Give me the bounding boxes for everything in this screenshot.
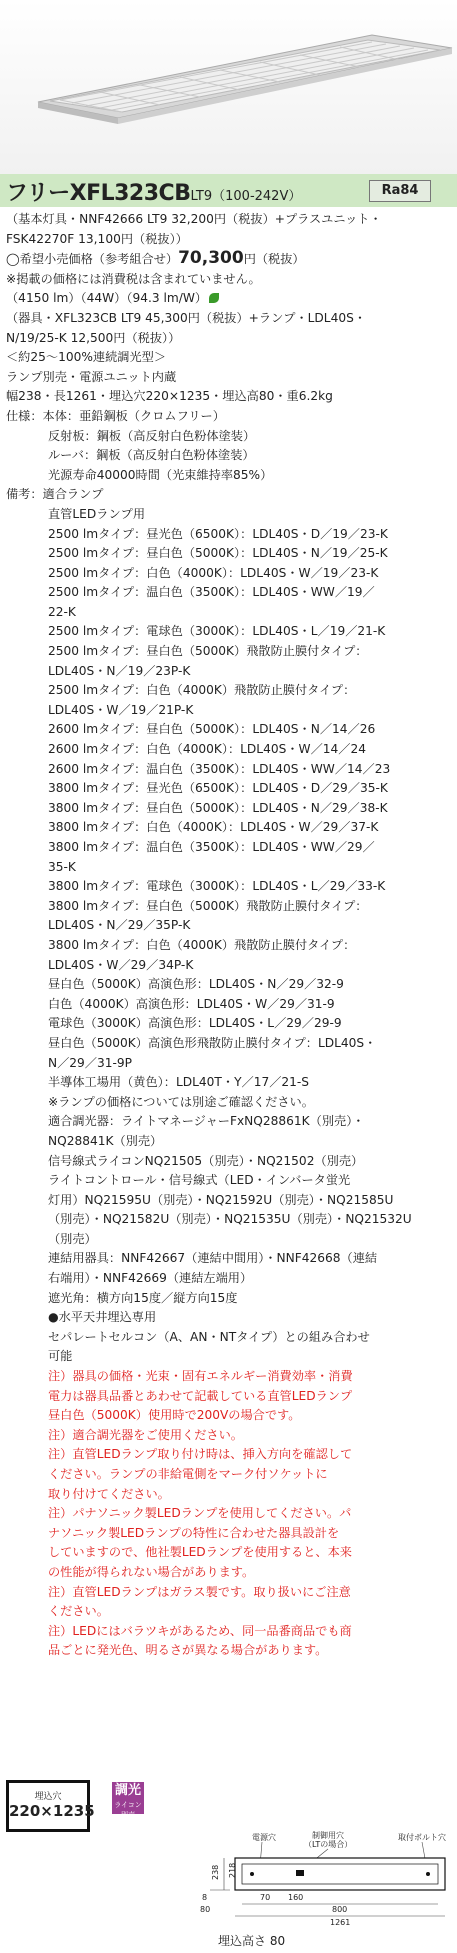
note-line xyxy=(6,1504,454,1524)
spec-line-text: 35-K xyxy=(48,859,76,874)
spec-line xyxy=(6,1014,454,1034)
spec-line xyxy=(6,936,454,956)
spec-line-text: 品ごとに発光色、明るさが異なる場合があります。 xyxy=(48,1643,328,1658)
spec-line-text: 注）LEDにはバラツキがあるため、同一品番商品でも商 xyxy=(48,1623,352,1638)
spec-line xyxy=(6,1073,454,1093)
spec-line-text: 2600 lmタイプ：昼白色（5000K）：LDL40S・N／14／26 xyxy=(48,722,376,737)
spec-line xyxy=(6,642,454,662)
spec-line xyxy=(6,916,454,936)
spec-line xyxy=(6,1289,454,1309)
spec-line-text: 可能 xyxy=(48,1349,73,1364)
spec-line-text: 光源寿命40000時間（光束維持率85%） xyxy=(48,467,273,482)
spec-line-text: ※掲載の価格には消費税は含まれていません。 xyxy=(6,271,261,286)
spec-line xyxy=(6,1112,454,1132)
spec-line xyxy=(6,975,454,995)
spec-line xyxy=(6,329,454,349)
spec-line xyxy=(6,230,454,250)
control-hole-label: 制御用穴 xyxy=(312,1831,344,1840)
spec-line xyxy=(6,877,454,897)
spec-line-text: 半導体工場用（黄色）：LDL40T・Y／17／21-S xyxy=(48,1075,310,1090)
spec-line-text: していますので、他社製LEDランプを使用すると、本来 xyxy=(48,1545,352,1560)
spec-line-text: 3800 lmタイプ：昼光色（6500K）：LDL40S・D／29／35-K xyxy=(48,781,388,796)
spec-line-text: 2500 lmタイプ：昼光色（6500K）：LDL40S・D／19／23-K xyxy=(48,526,388,541)
spec-line-text: ※ランプの価格については別途ご確認ください。 xyxy=(48,1094,314,1109)
spec-line-text: ください。 xyxy=(48,1604,109,1619)
spec-line-text: ナソニック製LEDランプの特性に合わせた器具設計を xyxy=(48,1525,340,1540)
embed-hole-label: 埋込穴 xyxy=(34,1792,62,1802)
dimming-badge xyxy=(112,1782,144,1819)
spec-line xyxy=(6,505,454,525)
spec-line xyxy=(6,210,454,230)
spec-line-text: 注）パナソニック製LEDランプを使用してください。パ xyxy=(48,1506,352,1521)
note-line xyxy=(6,1406,454,1426)
spec-line-text: 昼白色（5000K）高演色形飛散防止膜付タイプ：LDL40S・ xyxy=(48,1035,377,1050)
spec-line xyxy=(6,1093,454,1113)
spec-line xyxy=(6,701,454,721)
spec-line xyxy=(6,407,454,427)
spec-line xyxy=(6,368,454,388)
dim-238: 238 xyxy=(211,1864,220,1880)
spec-line-text: 白色（4000K）高演色形：LDL40S・W／29／31-9 xyxy=(48,996,335,1011)
note-line xyxy=(6,1426,454,1446)
product-photo xyxy=(0,0,457,174)
spec-line xyxy=(6,1191,454,1211)
note-line xyxy=(6,1485,454,1505)
spec-line-text: ●水平天井埋込専用 xyxy=(48,1310,157,1325)
spec-line-text: 注）直管LEDランプ取り付け時は、挿入方向を確認して xyxy=(48,1447,353,1462)
spec-line-text: 2500 lmタイプ：電球色（3000K）：LDL40S・L／19／21-K xyxy=(48,624,386,639)
spec-line-text: ルーバ：鋼板（高反射白色粉体塗装） xyxy=(48,448,255,463)
note-line xyxy=(6,1524,454,1544)
dimming-sub: ライコン別売 xyxy=(114,1801,142,1819)
note-line xyxy=(6,1367,454,1387)
note-line xyxy=(6,1583,454,1603)
spec-line-text: NQ28841K（別売） xyxy=(48,1133,163,1148)
spec-line-text: ランプ別売・電源ユニット内蔵 xyxy=(6,369,177,384)
spec-line-text: 適合調光器：ライトマネージャーFxNQ28861K（別売）・ xyxy=(48,1114,365,1129)
eco-leaf-icon xyxy=(209,293,219,303)
spec-line xyxy=(6,681,454,701)
spec-line-text: （別売）・NQ21582U（別売）・NQ21535U（別売）・NQ21532U xyxy=(48,1212,412,1227)
spec-line-text: 2500 lmタイプ：白色（4000K）：LDL40S・W／19／23-K xyxy=(48,565,379,580)
spec-line-text: LDL40S・N／19／23P-K xyxy=(48,663,191,678)
spec-line xyxy=(6,544,454,564)
spec-line-text: 2500 lmタイプ：昼白色（5000K）：LDL40S・N／19／25-K xyxy=(48,546,388,561)
spec-line-text: 昼白色（5000K）高演色形：LDL40S・N／29／32-9 xyxy=(48,977,344,992)
spec-line-text: （4150 lm）（44W）（94.3 lm/W） xyxy=(6,291,208,306)
spec-line xyxy=(6,249,454,270)
dimension-drawing xyxy=(190,1830,452,1948)
spec-line-text: 灯用）NQ21595U（別売）・NQ21592U（別売）・NQ21585U xyxy=(48,1192,394,1207)
note-line xyxy=(6,1622,454,1642)
spec-line-text: ください。ランプの非給電側をマーク付ソケットに xyxy=(48,1467,328,1481)
spec-line xyxy=(6,897,454,917)
spec-line xyxy=(6,1347,454,1367)
dim-1261: 1261 xyxy=(330,1918,351,1927)
spec-line-text: LDL40S・W／19／21P-K xyxy=(48,702,194,717)
spec-line xyxy=(6,466,454,486)
spec-line xyxy=(6,270,454,290)
spec-line-text: 遮光角：横方向15度／縦方向15度 xyxy=(48,1290,238,1305)
spec-line xyxy=(6,485,454,505)
product-title-suffix: LT9（100-242V） xyxy=(190,189,302,204)
spec-line xyxy=(6,1171,454,1191)
spec-line-text: ◯希望小売価格（参考組合せ） xyxy=(6,252,179,267)
spec-line-text: 2600 lmタイプ：温白色（3500K）：LDL40S・WW／14／23 xyxy=(48,761,391,776)
spec-line-text: 2500 lmタイプ：温白色（3500K）：LDL40S・WW／19／ xyxy=(48,585,375,600)
note-line xyxy=(6,1543,454,1563)
spec-line xyxy=(6,309,454,329)
spec-line-text: ＜約25～100%連続調光型＞ xyxy=(6,350,167,365)
spec-line-text: ライトコントロール・信号線式（LED・インバータ蛍光 xyxy=(48,1173,351,1188)
spec-line-text: 3800 lmタイプ：昼白色（5000K）飛散防止膜付タイプ： xyxy=(48,898,368,913)
spec-line-text: 右端用）・NNF42669（連結左端用） xyxy=(48,1271,253,1286)
spec-line xyxy=(6,760,454,780)
spec-line-text: 取り付けてください。 xyxy=(48,1486,170,1501)
fixture-outline xyxy=(235,1858,445,1890)
spec-line-text: 電力は器具品番とあわせて記載している直管LEDランプ xyxy=(48,1388,353,1403)
spec-line-text: 3800 lmタイプ：昼白色（5000K）：LDL40S・N／29／38-K xyxy=(48,800,388,815)
dim-800: 800 xyxy=(332,1905,348,1914)
spec-line-text: 2500 lmタイプ：白色（4000K）飛散防止膜付タイプ： xyxy=(48,683,356,698)
spec-line xyxy=(6,740,454,760)
spec-line xyxy=(6,583,454,603)
spec-line-text: セパレートセルコン（A、AN・NTタイプ）との組み合わせ xyxy=(48,1329,370,1344)
spec-line-text: 昼白色（5000K）使用時で200Vの場合です。 xyxy=(48,1408,301,1423)
dim-218: 218 xyxy=(228,1862,237,1878)
spec-line xyxy=(6,289,454,309)
spec-line xyxy=(6,1249,454,1269)
spec-line-text: 3800 lmタイプ：白色（4000K）飛散防止膜付タイプ： xyxy=(48,937,356,952)
spec-line xyxy=(6,779,454,799)
spec-line xyxy=(6,662,454,682)
note-line xyxy=(6,1445,454,1465)
spec-line xyxy=(6,525,454,545)
retail-price-unit: 円（税抜） xyxy=(243,252,305,267)
note-line xyxy=(6,1387,454,1407)
spec-line-text: 3800 lmタイプ：温白色（3500K）：LDL40S・WW／29／ xyxy=(48,840,375,854)
spec-line xyxy=(6,348,454,368)
spec-line-text: 幅238・長1261・埋込穴220×1235・埋込高80・重6.2kg xyxy=(6,389,333,404)
dim-70: 70 xyxy=(260,1893,271,1902)
spec-line-text: LDL40S・W／29／34P-K xyxy=(48,957,194,972)
spec-line-text: （別売） xyxy=(48,1231,97,1246)
spec-line xyxy=(6,799,454,819)
dim-80: 80 xyxy=(200,1905,211,1914)
spec-line xyxy=(6,858,454,878)
dimming-label: 調光 xyxy=(114,1783,141,1798)
spec-line-text: （基本灯具・NNF42666 LT9 32,200円（税抜）+プラスユニット・ xyxy=(6,212,382,226)
spec-line xyxy=(6,564,454,584)
spec-line xyxy=(6,427,454,447)
spec-line xyxy=(6,1054,454,1074)
note-line xyxy=(6,1641,454,1661)
spec-line-text: N/19/25-K 12,500円（税抜）） xyxy=(6,330,181,345)
spec-line-text: FSK42270F 13,100円（税抜）） xyxy=(6,231,188,246)
spec-text xyxy=(6,210,454,1661)
spec-line-text: 連結用器具：NNF42667（連結中間用）・NNF42668（連結 xyxy=(48,1251,378,1266)
spec-line xyxy=(6,720,454,740)
spec-line-text: 直管LEDランプ用 xyxy=(48,506,146,521)
bolt-hole-label: 取付ボルト穴 xyxy=(398,1833,446,1842)
spec-line xyxy=(6,1152,454,1172)
spec-line-text: 2600 lmタイプ：白色（4000K）：LDL40S・W／14／24 xyxy=(48,742,366,757)
spec-line xyxy=(6,1328,454,1348)
spec-line-text: 22-K xyxy=(48,604,76,619)
spec-line-text: 電球色（3000K）高演色形：LDL40S・L／29／29-9 xyxy=(48,1016,342,1031)
spec-line-text: （器具・XFL323CB LT9 45,300円（税抜）+ランプ・LDL40S・ xyxy=(6,310,367,325)
spec-line xyxy=(6,818,454,838)
ra-badge: Ra84 xyxy=(369,180,431,202)
spec-line xyxy=(6,995,454,1015)
spec-line-text: N／29／31-9P xyxy=(48,1055,133,1070)
spec-line-text: 3800 lmタイプ：白色（4000K）：LDL40S・W／29／37-K xyxy=(48,820,379,835)
embed-hole-box xyxy=(6,1780,95,1832)
spec-line-text: 注）適合調光器をご使用ください。 xyxy=(48,1427,243,1442)
spec-line-text: 仕様：本体：亜鉛鋼板（クロムフリー） xyxy=(6,408,225,423)
spec-line xyxy=(6,603,454,623)
spec-line xyxy=(6,622,454,642)
spec-line xyxy=(6,838,454,858)
spec-line-text: 注）器具の価格・光束・固有エネルギー消費効率・消費 xyxy=(48,1369,353,1384)
spec-line xyxy=(6,446,454,466)
product-title-main: フリーXFL323CB xyxy=(6,181,191,206)
product-title xyxy=(6,176,301,207)
spec-line xyxy=(6,387,454,407)
spec-line-text: 2500 lmタイプ：昼白色（5000K）飛散防止膜付タイプ： xyxy=(48,644,368,659)
fixture-illustration xyxy=(0,0,457,174)
power-hole-label: 電源穴 xyxy=(252,1833,276,1842)
spec-line xyxy=(6,1034,454,1054)
spec-line xyxy=(6,1308,454,1328)
embed-height-caption: 埋込高さ 80 xyxy=(218,1934,286,1948)
spec-line xyxy=(6,956,454,976)
dim-160: 160 xyxy=(288,1893,304,1902)
embed-hole-value: 220×1235 xyxy=(9,1802,95,1820)
note-line xyxy=(6,1563,454,1583)
spec-line xyxy=(6,1132,454,1152)
spec-line xyxy=(6,1210,454,1230)
spec-line-text: 3800 lmタイプ：電球色（3000K）：LDL40S・L／29／33-K xyxy=(48,879,386,894)
retail-price: 70,300 xyxy=(178,249,244,269)
spec-line-text: 備考：適合ランプ xyxy=(6,487,104,502)
spec-line-text: LDL40S・N／29／35P-K xyxy=(48,918,191,933)
control-hole-note: （LTの場合） xyxy=(304,1840,353,1849)
spec-line-text: の性能が得られない場合があります。 xyxy=(48,1564,255,1579)
spec-line xyxy=(6,1230,454,1250)
note-line xyxy=(6,1602,454,1622)
dim-8: 8 xyxy=(202,1893,208,1902)
spec-line-text: 注）直管LEDランプはガラス製です。取り扱いにご注意 xyxy=(48,1584,351,1599)
spec-line-text: 信号線式ライコンNQ21505（別売）・NQ21502（別売） xyxy=(48,1153,364,1168)
note-line xyxy=(6,1465,454,1485)
spec-line xyxy=(6,1269,454,1289)
spec-line-text: 反射板：鋼板（高反射白色粉体塗装） xyxy=(48,428,256,443)
